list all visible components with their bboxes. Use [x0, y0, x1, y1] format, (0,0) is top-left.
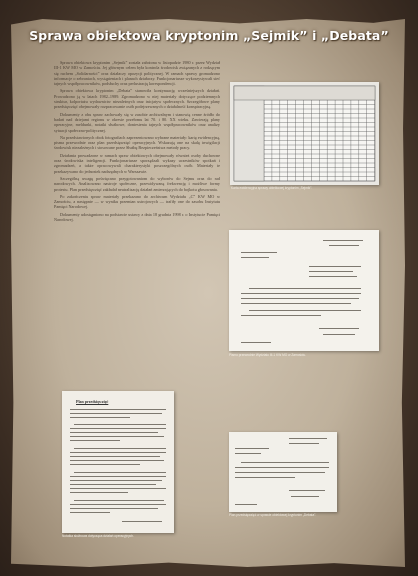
- paragraph: Działania prowadzone w ramach spraw obiektowych obejmowały również osoby duchowne oraz środowiska inteligencji. Funkcjonariusze sporządzali wykazy uczestników spotkań i zgromadzeń, a także opracowywali charakterystyki poszczególnych osób. Materiały te przekazywano do jednostek nadrzędnych w Warszawie.: [54, 152, 220, 174]
- paragraph: Na przedstawionych obok fotografiach zaprezentowano wybrane materiały: kartę ewidencyjną, pisma przewodnie oraz plan przedsięwzięć operacyjnych. Wskazują one na skalę inwigilacji środowisk niezależnych i stosowane przez Służbę Bezpieczeństwa metody pracy.: [54, 134, 220, 151]
- document-scan-memo: [229, 432, 337, 512]
- document-scan-plan: [62, 391, 174, 533]
- caption-doc2: Pismo przewodnie Wydziału III-1 KW MO w Zamościu.: [229, 353, 307, 357]
- paragraph: Dokumenty z obu spraw zachowały się w zasobie archiwalnym i stanowią cenne źródło do badań nad dziejami regionu w okresie przełomu lat 70. i 80. XX wieku. Zawierają plany operacyjne, meldunki, notatki służbowe, doniesienia tajnych współpracowników oraz analizy sytuacji społeczno-politycznej.: [54, 111, 220, 133]
- document-scan-grid: [230, 82, 379, 185]
- caption-doc4: Notatka służbowa dotycząca działań operacyjnych.: [62, 534, 134, 538]
- grid-form-icon: [230, 82, 379, 185]
- paragraph: Sprawa obiektowa kryptonim „Sejmik” została założona w listopadzie 1980 r. przez Wydział III-1 KW MO w Zamościu. Jej głównym celem była kontrola środowisk związanych z rodzącym się ruchem „Solidarności” oraz działaczy opozycji politycznej. W ramach sprawy gromadzono informacje o zebraniach, wystąpieniach i planach działaczy. Funkcjonariusze wykorzystywali sieć tajnych współpracowników, podsłuchy oraz perlustrację korespondencji.: [54, 60, 220, 87]
- paragraph: Szczególną uwagę poświęcano przygotowaniom do wyborów do Sejmu oraz do rad narodowych. Analizowano nastroje społeczne, przewidywaną frekwencję i możliwe formy protestu. Plan przedsięwzięć zakładał neutralizację działań zmierzających do bojkotu głosowania.: [54, 175, 220, 192]
- caption-doc3: Plan przedsięwzięć w sprawie obiektowej kryptonim „Debata”.: [229, 513, 317, 517]
- caption-doc1: Karta ewidencyjna sprawy obiektowej kryptonim „Sejmik”.: [231, 186, 313, 190]
- paragraph: Po zakończeniu spraw materiały przekazano do archiwum Wydziału „C” KW MO w Zamościu, a następnie — w wyniku przemian ustrojowych — trafiły one do zasobu Instytutu Pamięci Narodowej.: [54, 193, 220, 210]
- paragraph: Sprawa obiektowa kryptonim „Debata” stanowiła kontynuację wcześniejszych działań. Prowadzono ją w latach 1982–1989. Zgromadzono w niej materiały dotyczące podziemnych struktur, kolportażu wydawnictw niezależnych oraz inicjatyw społecznych. Szczegółowe plany przedsięwzięć obejmowały rozpracowanie osób podejrzewanych o działalność konspiracyjną.: [54, 88, 220, 110]
- document-scan-letter: [229, 230, 379, 351]
- article-text: [54, 60, 220, 224]
- poster-title: Sprawa obiektowa kryptonim „Sejmik” i „Debata”: [29, 28, 389, 43]
- paragraph: Dokumenty udostępniono na podstawie ustawy z dnia 18 grudnia 1998 r. o Instytucie Pamięci Narodowej.: [54, 211, 220, 223]
- plan-heading: Plan przedsięwzięć: [76, 399, 109, 404]
